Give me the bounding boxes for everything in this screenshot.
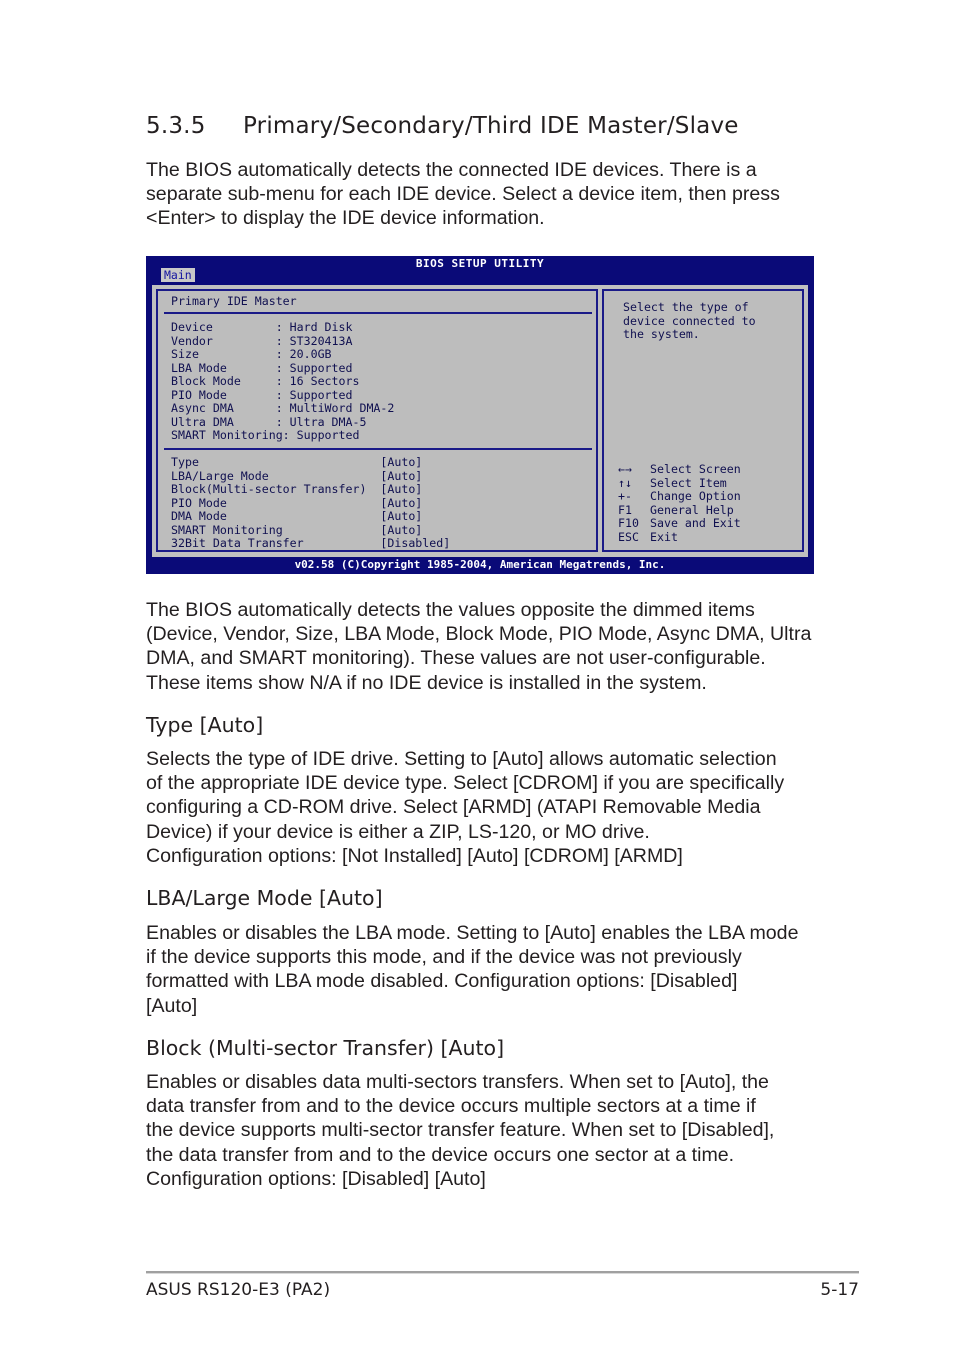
bios-key: F10: [618, 516, 639, 530]
type-paragraph: [146, 747, 818, 868]
bios-info-line: PIO Mode : Supported: [171, 387, 353, 402]
bios-info-line: Device : Hard Disk: [171, 320, 353, 334]
bios-info-line: Ultra DMA : Ultra DMA-5: [171, 414, 367, 429]
bios-info-line: Block Mode : 16 Sectors: [171, 374, 360, 388]
bios-key: +-: [618, 489, 632, 503]
bios-info-line: LBA Mode : Supported: [171, 360, 353, 375]
bios-divider: [164, 312, 592, 314]
type-line: of the appropriate IDE device type. Select [CDROM] if you are specifically: [146, 772, 785, 795]
block-line: Enables or disables data multi-sectors transfers. When set to [Auto], the: [146, 1071, 769, 1093]
intro-paragraph: [146, 158, 818, 231]
bios-help-line: Select the type of: [623, 300, 749, 314]
arrows-lr-icon: ←→: [618, 462, 632, 476]
bios-option-smart[interactable]: SMART Monitoring [Auto]: [171, 522, 423, 537]
bios-help-line: device connected to: [623, 313, 756, 328]
footer-product: ASUS RS120-E3 (PA2): [146, 1280, 331, 1300]
bios-key-action: Select Screen: [650, 462, 741, 476]
arrows-ud-icon: ↑↓: [618, 475, 632, 490]
bios-title: BIOS SETUP UTILITY: [415, 257, 545, 270]
bios-info-line: SMART Monitoring: Supported: [171, 428, 360, 442]
bios-body: [152, 285, 808, 557]
section-title: [146, 113, 739, 139]
lba-heading: LBA/Large Mode [Auto]: [146, 886, 383, 910]
block-line: Configuration options: [Disabled] [Auto]: [146, 1167, 486, 1190]
lba-line: if the device supports this mode, and if the device was not previously: [146, 946, 742, 969]
bios-key-action: Save and Exit: [650, 516, 741, 530]
bios-info-line: Async DMA : MultiWord DMA-2: [171, 401, 395, 415]
bios-option-32bit[interactable]: 32Bit Data Transfer [Disabled]: [171, 536, 451, 550]
bios-option-lba[interactable]: LBA/Large Mode [Auto]: [171, 468, 423, 483]
bios-info-line: Vendor : ST320413A: [171, 333, 353, 348]
detect-line: These items show N/A if no IDE device is installed in the system.: [146, 671, 707, 694]
bios-left-panel: [156, 289, 598, 552]
bios-key-action: Change Option: [650, 489, 741, 503]
type-line: Device) if your device is either a ZIP, LS-120, or MO drive.: [146, 820, 650, 843]
block-line: the data transfer from and to the device occurs one sector at a time.: [146, 1143, 735, 1166]
lba-line: formatted with LBA mode disabled. Configuration options: [Disabled]: [146, 970, 738, 993]
type-line: Selects the type of IDE drive. Setting to [Auto] allows automatic selection: [146, 748, 777, 770]
lba-line: Enables or disables the LBA mode. Setting to [Auto] enables the LBA mode: [146, 922, 799, 944]
bios-help-line: the system.: [623, 327, 700, 341]
type-heading: Type [Auto]: [146, 713, 264, 737]
type-line: configuring a CD-ROM drive. Select [ARMD] (ATAPI Removable Media: [146, 796, 761, 819]
lba-line: [Auto]: [146, 994, 198, 1017]
intro-line: <Enter> to display the IDE device information.: [146, 207, 545, 230]
bios-panel-title: Primary IDE Master: [171, 294, 297, 308]
bios-info-line: Size : 20.0GB: [171, 347, 332, 361]
bios-key: F1: [618, 502, 632, 517]
bios-key-action: Exit: [650, 529, 678, 544]
lba-paragraph: [146, 921, 818, 1018]
section-title-text: Primary/Secondary/Third IDE Master/Slave: [243, 113, 739, 139]
bios-tab-main[interactable]: Main: [161, 268, 195, 282]
intro-line: separate sub-menu for each IDE device. Select a device item, then press: [146, 183, 780, 206]
bios-option-pio[interactable]: PIO Mode [Auto]: [171, 495, 423, 510]
detect-line: DMA, and SMART monitoring). These values are not user-configurable.: [146, 647, 766, 670]
bios-key-action: General Help: [650, 502, 734, 517]
footer-page-number: 5-17: [820, 1280, 859, 1300]
bios-option-type[interactable]: Type [Auto]: [171, 455, 423, 469]
detect-line: (Device, Vendor, Size, LBA Mode, Block Mode, PIO Mode, Async DMA, Ultra: [146, 623, 812, 646]
bios-screen: [146, 256, 814, 574]
intro-line: The BIOS automatically detects the connected IDE devices. There is a: [146, 159, 757, 181]
bios-option-block[interactable]: Block(Multi-sector Transfer) [Auto]: [171, 482, 423, 496]
bios-divider: [164, 448, 592, 450]
detect-paragraph: [146, 598, 818, 695]
block-heading: Block (Multi-sector Transfer) [Auto]: [146, 1036, 505, 1060]
block-line: data transfer from and to the device occurs multiple sectors at a time if: [146, 1095, 756, 1118]
bios-key: ESC: [618, 529, 639, 544]
bios-option-dma[interactable]: DMA Mode [Auto]: [171, 509, 423, 523]
footer-rule: [146, 1271, 859, 1274]
bios-key-action: Select Item: [650, 475, 727, 490]
block-line: the device supports multi-sector transfer feature. When set to [Disabled],: [146, 1119, 775, 1142]
section-number: 5.3.5: [146, 113, 206, 139]
bios-help-panel: [602, 289, 804, 552]
bios-footer: v02.58 (C)Copyright 1985-2004, American Megatrends, Inc.: [294, 558, 666, 571]
detect-line: The BIOS automatically detects the values opposite the dimmed items: [146, 599, 755, 621]
block-paragraph: [146, 1070, 818, 1191]
type-line: Configuration options: [Not Installed] [Auto] [CDROM] [ARMD]: [146, 844, 683, 867]
